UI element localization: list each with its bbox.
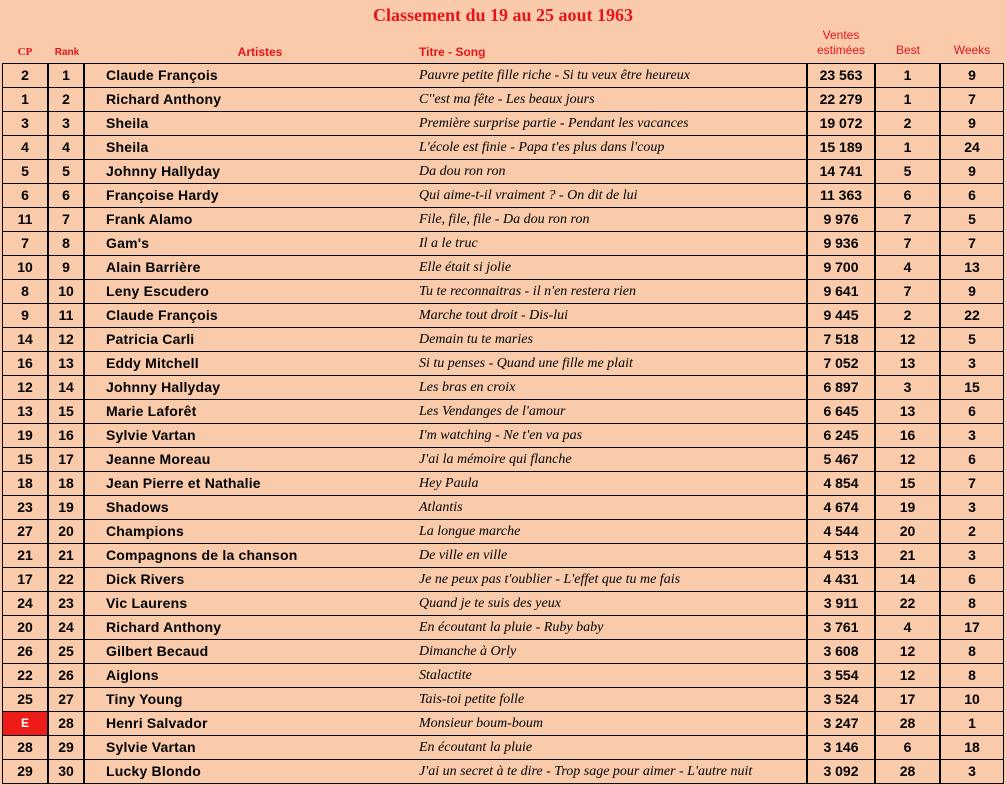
cell-cp: 5	[3, 160, 47, 183]
cell-artist: Jean Pierre et Nathalie	[106, 475, 261, 491]
cell-artist: Henri Salvador	[106, 715, 208, 731]
cell-best: 1	[876, 64, 939, 87]
header-song: Titre - Song	[419, 45, 486, 59]
cell-sales: 19 072	[808, 112, 874, 135]
chart-title: Classement du 19 au 25 aout 1963	[372, 5, 634, 25]
cell-best: 12	[876, 328, 939, 351]
cell-best: 6	[876, 736, 939, 759]
table-row	[85, 592, 806, 615]
table-row	[85, 208, 806, 231]
cell-cp: 27	[3, 520, 47, 543]
table-row	[85, 616, 806, 639]
cell-sales: 3 146	[808, 736, 874, 759]
table-row	[85, 568, 806, 591]
header-sales-line1: Ventes	[822, 28, 860, 42]
table-row	[85, 760, 806, 783]
cell-best: 15	[876, 472, 939, 495]
cell-best: 19	[876, 496, 939, 519]
cell-song: J'ai la mémoire qui flanche	[419, 452, 572, 467]
cell-song: L'école est finie - Papa t'es plus dans l'coup	[419, 140, 665, 155]
cell-artist: Tiny Young	[106, 691, 183, 707]
cell-best: 17	[876, 688, 939, 711]
cell-cp: 8	[3, 280, 47, 303]
table-row	[85, 352, 806, 375]
cell-song: Qui aime-t-il vraiment ? - On dit de lui	[419, 188, 638, 203]
cell-song: Je ne peux pas t'oublier - L'effet que tu me fais	[419, 572, 681, 587]
cell-weeks: 22	[941, 304, 1003, 327]
cell-song: Dimanche à Orly	[419, 644, 517, 659]
cell-weeks: 3	[941, 496, 1003, 519]
cell-best: 20	[876, 520, 939, 543]
cell-sales: 3 761	[808, 616, 874, 639]
table-row	[85, 232, 806, 255]
cell-best: 22	[876, 592, 939, 615]
cell-best: 12	[876, 664, 939, 687]
cell-rank: 26	[49, 664, 83, 687]
cell-artist: Leny Escudero	[106, 283, 209, 299]
cell-artist: Marie Laforêt	[106, 403, 197, 419]
table-row	[85, 520, 806, 543]
cell-rank: 6	[49, 184, 83, 207]
cell-song: La longue marche	[419, 524, 521, 539]
cell-weeks: 6	[941, 184, 1003, 207]
cell-artist: Claude François	[106, 307, 218, 323]
cell-weeks: 8	[941, 640, 1003, 663]
table-row	[85, 256, 806, 279]
cell-sales: 6 897	[808, 376, 874, 399]
cell-rank: 1	[49, 64, 83, 87]
cell-artist: Champions	[106, 523, 185, 539]
table-row	[85, 736, 806, 759]
cell-song: Tu te reconnaitras - il n'en restera rien	[419, 284, 636, 299]
cell-best: 4	[876, 256, 939, 279]
cell-rank: 13	[49, 352, 83, 375]
cell-best: 2	[876, 304, 939, 327]
cell-rank: 11	[49, 304, 83, 327]
cell-sales: 9 700	[808, 256, 874, 279]
cell-weeks: 5	[941, 328, 1003, 351]
cell-best: 21	[876, 544, 939, 567]
cell-cp: 14	[3, 328, 47, 351]
cell-cp: 4	[3, 136, 47, 159]
cell-rank: 7	[49, 208, 83, 231]
cell-cp: 25	[3, 688, 47, 711]
table-row	[85, 376, 806, 399]
header-sales	[808, 28, 874, 58]
cell-rank: 20	[49, 520, 83, 543]
header-weeks: Weeks	[953, 43, 991, 57]
cell-cp: 1	[3, 88, 47, 111]
cell-best: 4	[876, 616, 939, 639]
table-row	[85, 280, 806, 303]
cell-artist: Frank Alamo	[106, 211, 193, 227]
cell-song: Les Vendanges de l'amour	[419, 404, 566, 419]
cell-song: Tais-toi petite folle	[419, 692, 525, 707]
cell-weeks: 3	[941, 424, 1003, 447]
cell-song: I'm watching - Ne t'en va pas	[419, 428, 583, 443]
cell-sales: 4 513	[808, 544, 874, 567]
table-row	[85, 688, 806, 711]
cell-song: Monsieur boum-boum	[419, 716, 544, 731]
cell-best: 7	[876, 208, 939, 231]
cell-artist: Richard Anthony	[106, 91, 222, 107]
cell-artist: Gilbert Becaud	[106, 643, 209, 659]
table-row	[85, 88, 806, 111]
header-rank: Rank	[54, 47, 80, 58]
table-row	[85, 544, 806, 567]
cell-best: 6	[876, 184, 939, 207]
cell-artist: Sheila	[106, 115, 149, 131]
cell-song: Demain tu te maries	[419, 332, 533, 347]
cell-artist: Lucky Blondo	[106, 763, 201, 779]
cell-song: J'ai un secret à te dire - Trop sage pour aimer - L'autre nuit	[419, 764, 753, 779]
table-row	[85, 160, 806, 183]
cell-cp: 29	[3, 760, 47, 783]
cell-song: Da dou ron ron	[419, 164, 506, 179]
cell-song: En écoutant la pluie	[419, 740, 533, 755]
cell-song: Si tu penses - Quand une fille me plait	[419, 356, 633, 371]
cell-best: 2	[876, 112, 939, 135]
cell-weeks: 7	[941, 88, 1003, 111]
cell-sales: 3 911	[808, 592, 874, 615]
cell-artist: Sylvie Vartan	[106, 739, 196, 755]
cell-artist: Richard Anthony	[106, 619, 222, 635]
cell-cp: 17	[3, 568, 47, 591]
table-row	[85, 424, 806, 447]
cell-best: 12	[876, 448, 939, 471]
cell-song: De ville en ville	[419, 548, 508, 563]
table-row	[85, 112, 806, 135]
cell-sales: 3 092	[808, 760, 874, 783]
header-sales-line2: estimées	[816, 43, 866, 57]
cell-sales: 9 936	[808, 232, 874, 255]
cell-weeks: 15	[941, 376, 1003, 399]
cell-rank: 23	[49, 592, 83, 615]
cell-cp: 16	[3, 352, 47, 375]
cell-sales: 14 741	[808, 160, 874, 183]
table-row	[85, 184, 806, 207]
cell-artist: Eddy Mitchell	[106, 355, 199, 371]
cell-rank: 24	[49, 616, 83, 639]
cell-sales: 9 976	[808, 208, 874, 231]
cell-cp: 21	[3, 544, 47, 567]
cell-cp: 10	[3, 256, 47, 279]
cell-weeks: 8	[941, 592, 1003, 615]
cell-cp: 11	[3, 208, 47, 231]
cell-sales: 23 563	[808, 64, 874, 87]
table-row	[85, 304, 806, 327]
cell-rank: 30	[49, 760, 83, 783]
cell-artist: Shadows	[106, 499, 169, 515]
cell-song: Pauvre petite fille riche - Si tu veux être heureux	[419, 68, 690, 83]
cell-best: 16	[876, 424, 939, 447]
cell-best: 1	[876, 88, 939, 111]
cell-rank: 15	[49, 400, 83, 423]
cell-rank: 14	[49, 376, 83, 399]
cell-cp: 23	[3, 496, 47, 519]
cell-sales: 7 518	[808, 328, 874, 351]
table-row	[85, 472, 806, 495]
chart-table	[2, 63, 1004, 784]
cell-best: 7	[876, 280, 939, 303]
cell-cp: 15	[3, 448, 47, 471]
table-row	[85, 496, 806, 519]
cell-weeks: 9	[941, 280, 1003, 303]
cell-weeks: 3	[941, 544, 1003, 567]
cell-artist: Johnny Hallyday	[106, 163, 221, 179]
cell-sales: 4 544	[808, 520, 874, 543]
cell-rank: 3	[49, 112, 83, 135]
table-row	[85, 712, 806, 735]
table-row	[85, 400, 806, 423]
cell-artist: Sylvie Vartan	[106, 427, 196, 443]
cell-best: 12	[876, 640, 939, 663]
cell-best: 13	[876, 400, 939, 423]
cell-song: En écoutant la pluie - Ruby baby	[419, 620, 604, 635]
cell-cp: 13	[3, 400, 47, 423]
table-row	[85, 640, 806, 663]
cell-artist: Alain Barrière	[106, 259, 201, 275]
cell-weeks: 9	[941, 112, 1003, 135]
cell-rank: 4	[49, 136, 83, 159]
cell-best: 1	[876, 136, 939, 159]
cell-artist: Gam's	[106, 235, 150, 251]
cell-weeks: 7	[941, 472, 1003, 495]
cell-sales: 3 247	[808, 712, 874, 735]
cell-cp: 12	[3, 376, 47, 399]
cell-cp: 9	[3, 304, 47, 327]
table-row	[85, 448, 806, 471]
cell-cp: 24	[3, 592, 47, 615]
cell-rank: 19	[49, 496, 83, 519]
cell-cp: 28	[3, 736, 47, 759]
cell-song: Marche tout droit - Dis-lui	[419, 308, 569, 323]
cell-rank: 25	[49, 640, 83, 663]
cell-sales: 5 467	[808, 448, 874, 471]
cell-weeks: 24	[941, 136, 1003, 159]
table-row	[85, 328, 806, 351]
cell-cp: 20	[3, 616, 47, 639]
cell-artist: Compagnons de la chanson	[106, 547, 298, 563]
cell-sales: 22 279	[808, 88, 874, 111]
cell-best: 7	[876, 232, 939, 255]
cell-sales: 6 245	[808, 424, 874, 447]
cell-weeks: 3	[941, 352, 1003, 375]
cell-sales: 9 445	[808, 304, 874, 327]
cell-song: Atlantis	[419, 500, 463, 515]
cell-weeks: 5	[941, 208, 1003, 231]
cell-weeks: 2	[941, 520, 1003, 543]
cell-rank: 5	[49, 160, 83, 183]
cell-cp: 19	[3, 424, 47, 447]
cell-best: 3	[876, 376, 939, 399]
cell-rank: 27	[49, 688, 83, 711]
cell-best: 13	[876, 352, 939, 375]
cell-rank: 21	[49, 544, 83, 567]
cell-sales: 9 641	[808, 280, 874, 303]
cell-weeks: 3	[941, 760, 1003, 783]
cell-sales: 4 674	[808, 496, 874, 519]
cell-weeks: 6	[941, 568, 1003, 591]
cell-weeks: 6	[941, 400, 1003, 423]
cell-weeks: 17	[941, 616, 1003, 639]
cell-rank: 2	[49, 88, 83, 111]
cell-artist: Claude François	[106, 67, 218, 83]
cell-sales: 3 524	[808, 688, 874, 711]
header-best: Best	[895, 43, 920, 57]
cell-rank: 9	[49, 256, 83, 279]
cell-artist: Patricia Carli	[106, 331, 195, 347]
cell-best: 14	[876, 568, 939, 591]
cell-cp: 3	[3, 112, 47, 135]
cell-rank: 10	[49, 280, 83, 303]
cell-weeks: 10	[941, 688, 1003, 711]
table-row	[85, 136, 806, 159]
cell-artist: Vic Laurens	[106, 595, 188, 611]
cell-artist: Johnny Hallyday	[106, 379, 221, 395]
cell-sales: 3 554	[808, 664, 874, 687]
cell-cp: 2	[3, 64, 47, 87]
cell-rank: 8	[49, 232, 83, 255]
cell-artist: Dick Rivers	[106, 571, 185, 587]
cell-best: 28	[876, 760, 939, 783]
header-artist: Artistes	[237, 45, 283, 59]
cell-sales: 7 052	[808, 352, 874, 375]
cell-rank: 18	[49, 472, 83, 495]
cell-song: Les bras en croix	[419, 380, 516, 395]
cell-weeks: 18	[941, 736, 1003, 759]
cell-rank: 12	[49, 328, 83, 351]
cell-song: Quand je te suis des yeux	[419, 596, 561, 611]
cell-artist: Aiglons	[106, 667, 159, 683]
cell-artist: Jeanne Moreau	[106, 451, 211, 467]
cell-sales: 15 189	[808, 136, 874, 159]
cell-song: C''est ma fête - Les beaux jours	[419, 92, 595, 107]
cell-best: 5	[876, 160, 939, 183]
cell-artist: Sheila	[106, 139, 149, 155]
cell-cp: 6	[3, 184, 47, 207]
cell-sales: 6 645	[808, 400, 874, 423]
cell-weeks: 9	[941, 160, 1003, 183]
cell-best: 28	[876, 712, 939, 735]
cell-weeks: 9	[941, 64, 1003, 87]
header-cp: CP	[17, 46, 33, 58]
cell-rank: 16	[49, 424, 83, 447]
cell-sales: 4 854	[808, 472, 874, 495]
cell-weeks: 1	[941, 712, 1003, 735]
table-row	[85, 64, 806, 87]
cell-rank: 29	[49, 736, 83, 759]
cell-sales: 11 363	[808, 184, 874, 207]
cell-rank: 17	[49, 448, 83, 471]
cell-weeks: 7	[941, 232, 1003, 255]
cell-artist: Françoise Hardy	[106, 187, 219, 203]
cell-cp: 18	[3, 472, 47, 495]
cell-sales: 3 608	[808, 640, 874, 663]
cell-cp: 22	[3, 664, 47, 687]
cell-song: Elle était si jolie	[419, 260, 512, 275]
table-row	[85, 664, 806, 687]
new-entry-badge: E	[3, 712, 47, 735]
cell-song: Première surprise partie - Pendant les vacances	[419, 116, 689, 131]
cell-rank: 28	[49, 712, 83, 735]
cell-song: Stalactite	[419, 668, 472, 683]
cell-rank: 22	[49, 568, 83, 591]
cell-song: Hey Paula	[419, 476, 479, 491]
cell-weeks: 6	[941, 448, 1003, 471]
cell-sales: 4 431	[808, 568, 874, 591]
cell-song: Il a le truc	[419, 236, 478, 251]
cell-cp: 26	[3, 640, 47, 663]
cell-song: File, file, file - Da dou ron ron	[419, 212, 590, 227]
cell-weeks: 13	[941, 256, 1003, 279]
cell-weeks: 8	[941, 664, 1003, 687]
cell-cp: 7	[3, 232, 47, 255]
